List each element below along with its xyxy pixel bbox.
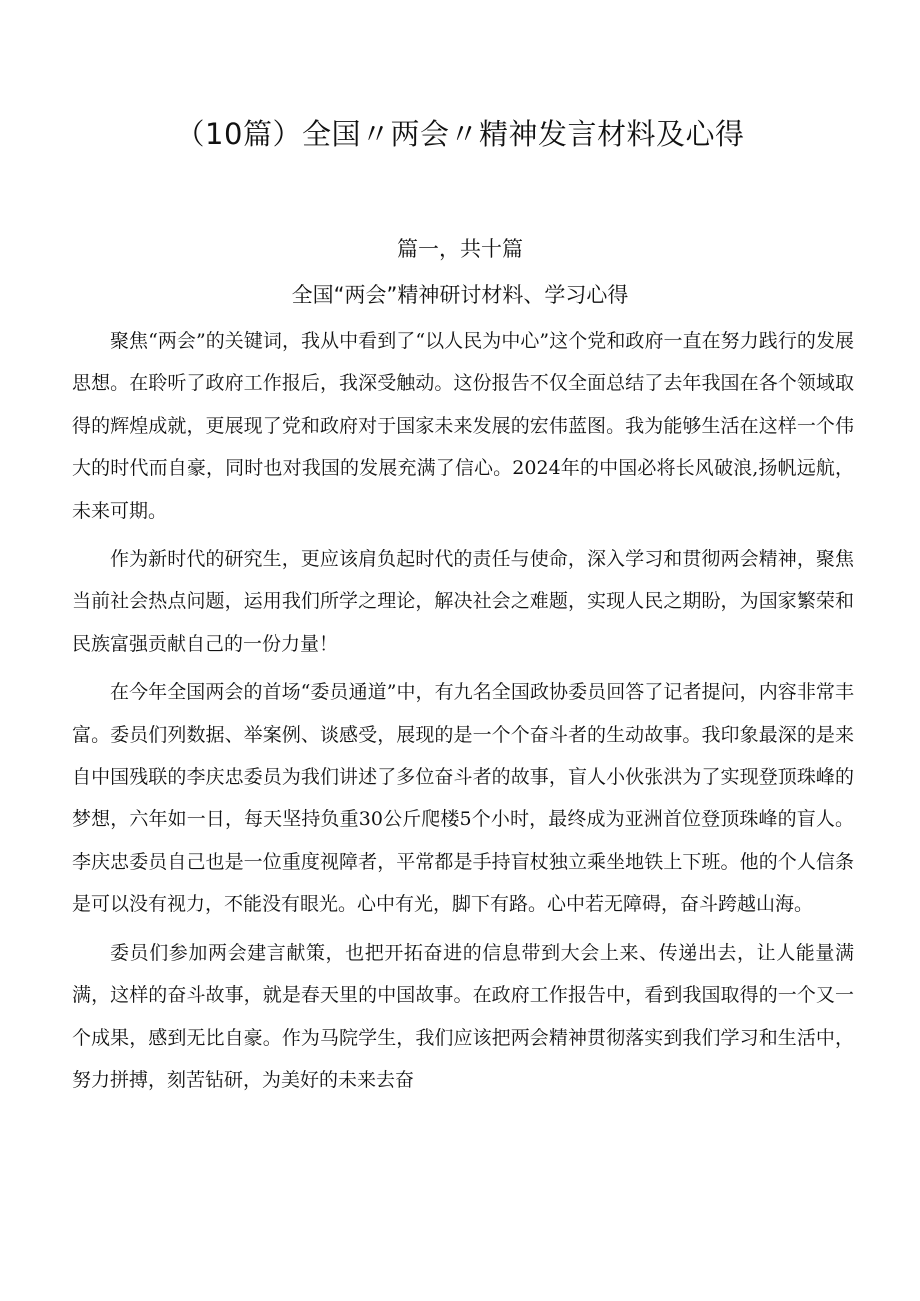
body-text bbox=[72, 320, 854, 1101]
document-title: （10篇）全国〃两会〃精神发言材料及心得 bbox=[175, 117, 745, 151]
paragraph: 在今年全国两会的首场“委员通道”中，有九名全国政协委员回答了记者提问，内容非常丰富。委员们列数据、举案例、谈感受，展现的是一个个奋斗者的生动故事。我印象最深的是来自中国残联的李庆忠委员为我们讲述了多位奋斗者的故事，盲人小伙张洪为了实现登顶珠峰的梦想，六年如一日，每天坚持负重30公斤爬楼5个小时，最终成为亚洲首位登顶珠峰的盲人。李庆忠委员自己也是一位重度视障者，平常都是手持盲杖独立乘坐地铁上下班。他的个人信条是可以没有视力，不能没有眼光。心中有光，脚下有路。心中若无障碍，奋斗跨越山海。 bbox=[72, 681, 854, 916]
paragraph: 委员们参加两会建言献策，也把开拓奋进的信息带到大会上来、传递出去，让人能量满满，这样的奋斗故事，就是春天里的中国故事。在政府工作报告中，看到我国取得的一个又一个成果，感到无比自豪。作为马院学生，我们应该把两会精神贯彻落实到我们学习和生活中，努力拼搏，刻苦钻研，为美好的未来去奋 bbox=[72, 941, 854, 1091]
section-subtitle: 全国“两会”精神研讨材料、学习心得 bbox=[291, 283, 629, 307]
paragraph: 聚焦“两会”的关键词，我从中看到了“以人民为中心”这个党和政府一直在努力践行的发展思想。在聆听了政府工作报后，我深受触动。这份报告不仅全面总结了去年我国在各个领域取得的辉煌成就，更展现了党和政府对于国家未来发展的宏伟蓝图。我为能够生活在这样一个伟大的时代而自豪，同时也对我国的发展充满了信心。2024年的中国必将长风破浪,扬帆远航，未来可期。 bbox=[72, 330, 854, 522]
paragraph: 作为新时代的研究生，更应该肩负起时代的责任与使命，深入学习和贯彻两会精神，聚焦当前社会热点问题，运用我们所学之理论，解决社会之难题，实现人民之期盼，为国家繁荣和民族富强贡献自己的一份力量！ bbox=[72, 548, 854, 655]
part-label: 篇一，共十篇 bbox=[397, 237, 523, 261]
